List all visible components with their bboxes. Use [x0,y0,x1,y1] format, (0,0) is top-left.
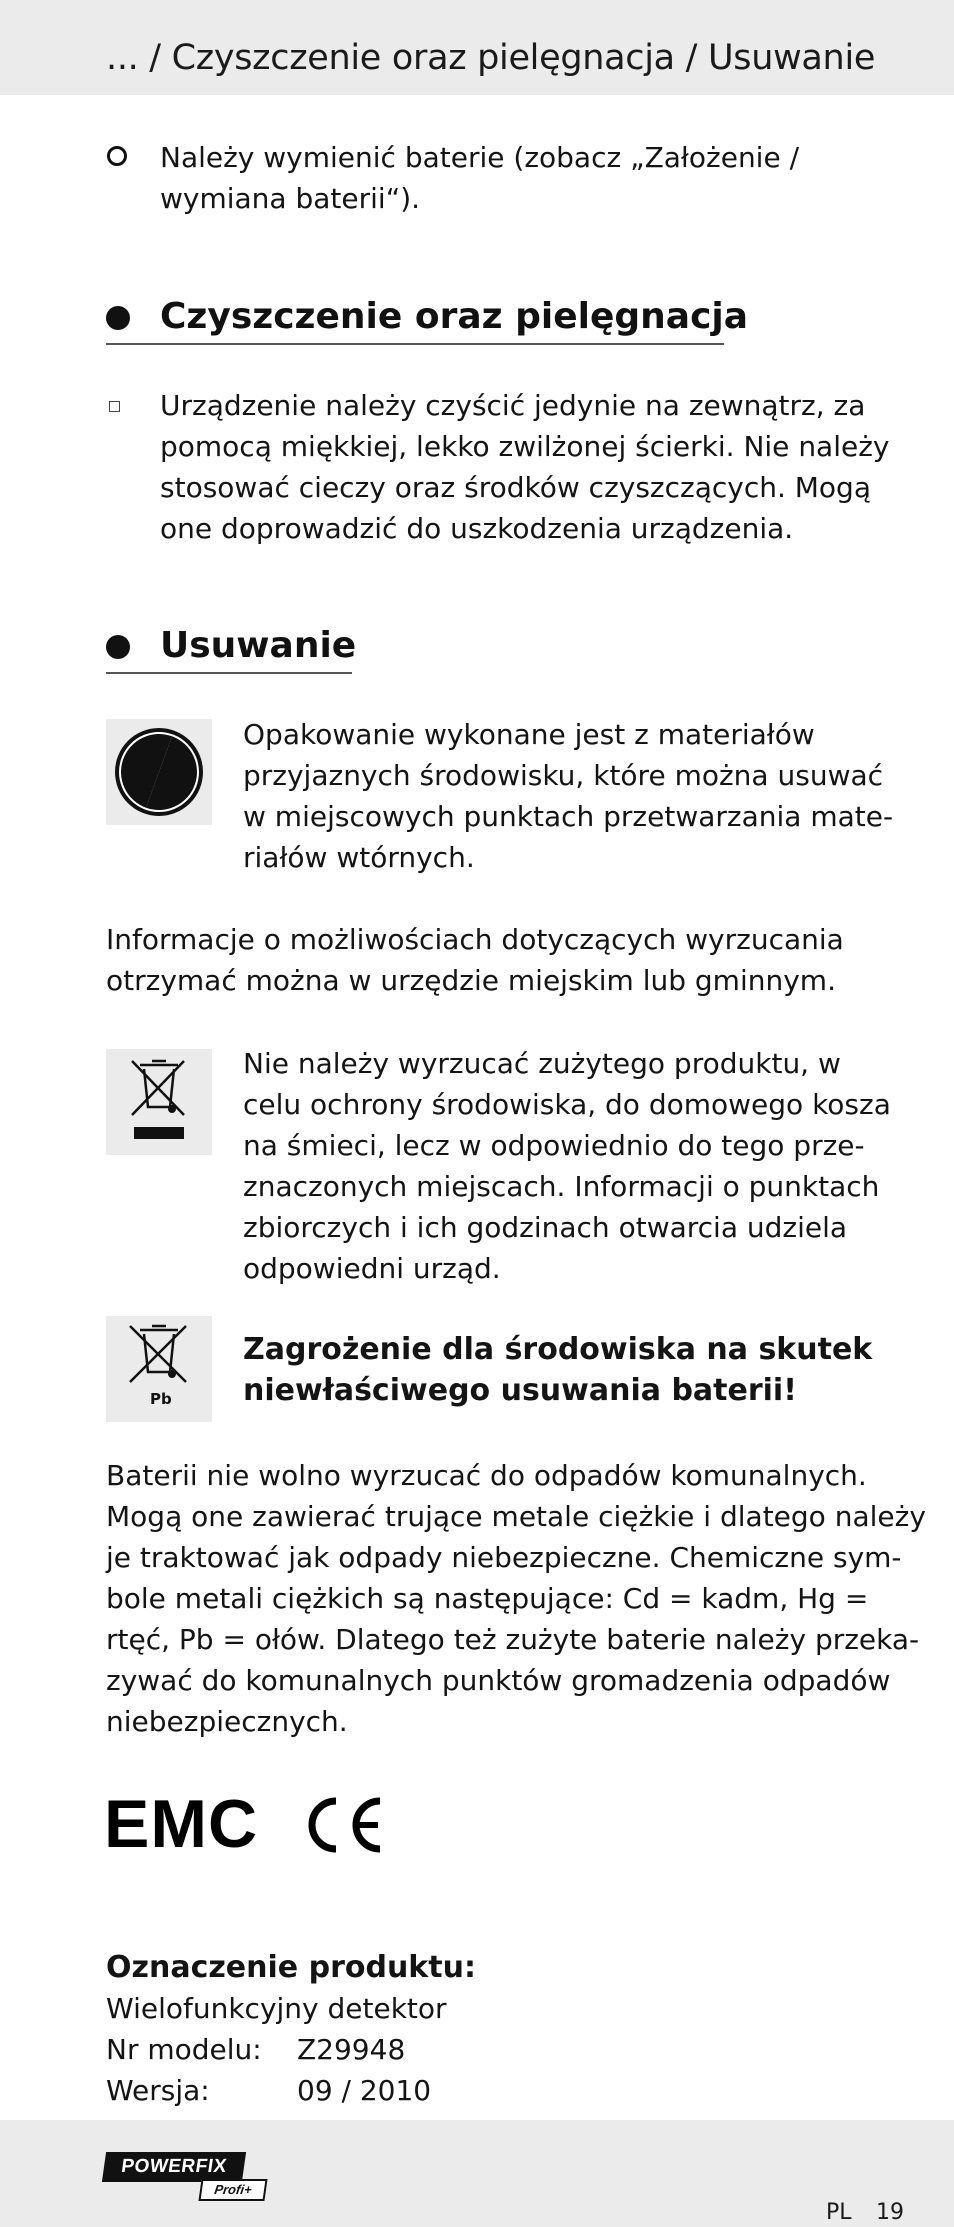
brand-name: POWERFIX [102,2152,246,2182]
cleaning-line: one doprowadzić do uszkodzenia urządzenia. [160,512,794,545]
battery-line: rtęć, Pb = ołów. Dlatego też zużyte baterie należy przeka- [106,1623,920,1656]
product-info-heading: Oznaczenie produktu: [106,1950,476,1985]
model-label: Nr modelu: [106,2033,262,2066]
battery-warning-line: Zagrożenie dla środowiska na skutek [243,1332,873,1367]
battery-line: Baterii nie wolno wyrzucać do odpadów komunalnych. [106,1459,867,1492]
cleaning-line: stosować cieczy oraz środków czyszczących. Mogą [160,471,871,504]
product-name: Wielofunkcyjny detektor [106,1992,447,2025]
packaging-line: w miejscowych punktach przetwarzania mate- [243,800,894,833]
battery-line: bole metali ciężkich są następujące: Cd = kadm, Hg = [106,1582,869,1615]
green-dot-recycling-icon [106,719,212,825]
language-code: PL [826,2200,852,2225]
battery-warning-line: niewłaściwego usuwania baterii! [243,1373,797,1408]
battery-bin-label: Pb [150,1390,172,1408]
version-label: Wersja: [106,2074,210,2107]
crossed-bin-battery-icon [106,1316,212,1422]
info-line: otrzymać można w urzędzie miejskim lub gminnym. [106,964,836,997]
packaging-line: riałów wtórnych. [243,841,475,874]
battery-note-line: Należy wymienić baterie (zobacz „Założenie / [160,141,800,174]
packaging-line: przyjaznych środowisku, które można usuwać [243,759,884,792]
battery-line: niebezpiecznych. [106,1705,348,1738]
battery-note-line: wymiana baterii“). [160,182,421,215]
product-disposal-line: znaczonych miejscach. Informacji o punktach [243,1170,880,1203]
brand-sub: Profi+ [198,2179,267,2201]
page-number: 19 [876,2200,904,2225]
product-disposal-line: odpowiedni urząd. [243,1252,501,1285]
page-title: ... / Czyszczenie oraz pielęgnacja / Usuwanie [106,38,876,78]
cleaning-line: pomocą miękkiej, lekko zwilżonej ścierki. Nie należy [160,430,890,463]
product-disposal-line: Nie należy wyrzucać zużytego produktu, w [243,1047,841,1080]
ce-mark-icon [300,1795,386,1855]
circle-bullet-icon [107,146,127,166]
cleaning-line: Urządzenie należy czyścić jedynie na zewnątrz, za [160,389,866,422]
product-disposal-line: celu ochrony środowiska, do domowego kosza [243,1088,891,1121]
product-disposal-line: na śmieci, lecz w odpowiednio do tego prze- [243,1129,865,1162]
crossed-bin-icon [106,1049,212,1155]
heading-underline [106,343,724,345]
disposal-heading: Usuwanie [160,625,357,666]
section-bullet-icon [106,306,130,330]
version-value: 09 / 2010 [297,2074,432,2107]
info-line: Informacje o możliwościach dotyczących wyrzucania [106,923,844,956]
emc-mark: EMC [104,1786,259,1862]
product-disposal-line: zbiorczych i ich godzinach otwarcia udziela [243,1211,848,1244]
square-bullet-icon [109,401,120,412]
battery-line: Mogą one zawierać trujące metale ciężkie i dlatego należy [106,1500,926,1533]
battery-line: je traktować jak odpady niebezpieczne. Chemiczne sym- [106,1541,902,1574]
powerfix-logo [104,2152,264,2202]
section-bullet-icon [106,635,130,659]
heading-underline [106,672,352,674]
battery-line: zywać do komunalnych punktów gromadzenia odpadów [106,1664,891,1697]
packaging-line: Opakowanie wykonane jest z materiałów [243,718,815,751]
model-value: Z29948 [297,2033,406,2066]
cleaning-heading: Czyszczenie oraz pielęgnacja [160,296,749,337]
